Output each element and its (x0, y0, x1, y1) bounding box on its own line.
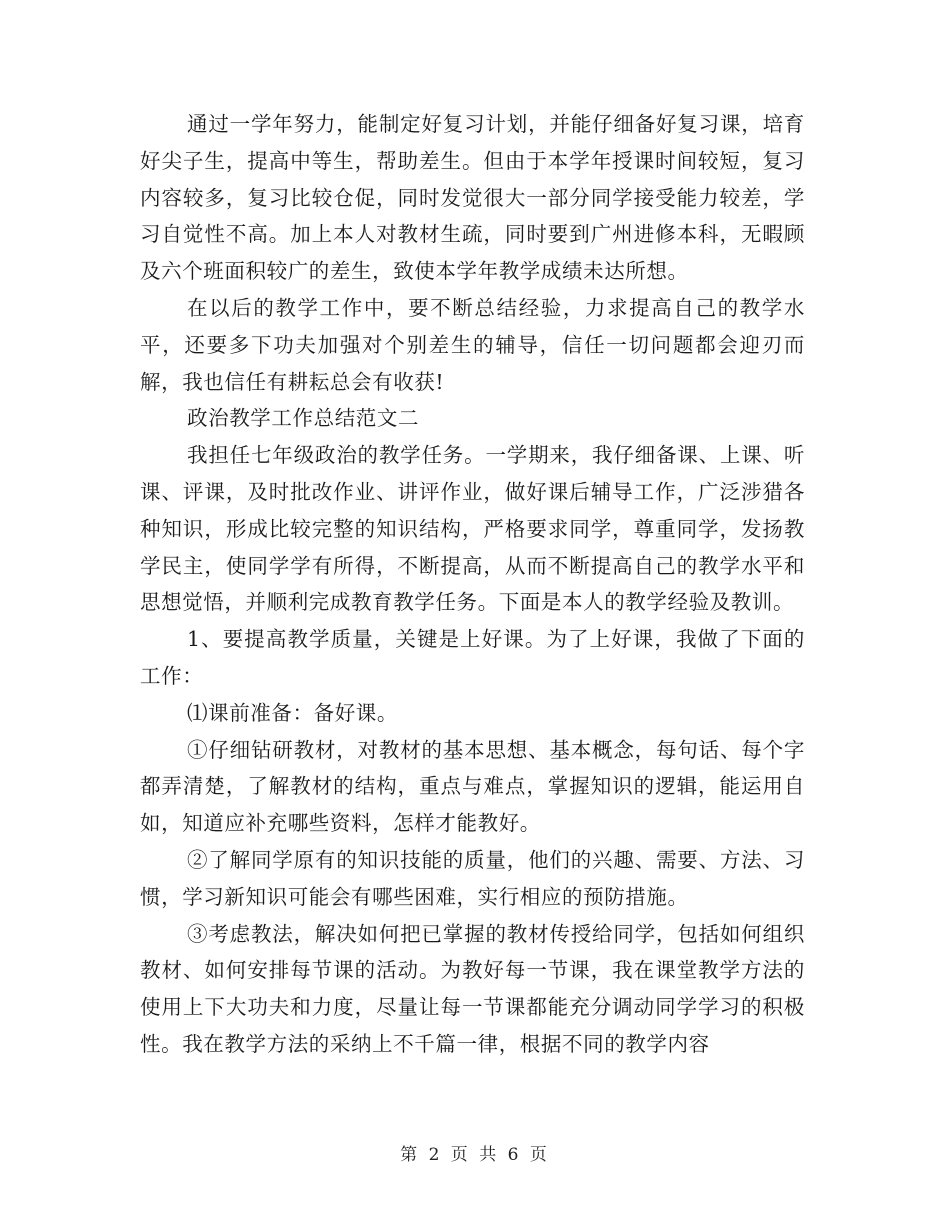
paragraph-7: ②了解同学原有的知识技能的质量，他们的兴趣、需要、方法、习惯，学习新知识可能会有哪些困难，实行相应的预防措施。 (140, 847, 805, 909)
paragraph-8: ③考虑教法，解决如何把已掌握的教材传授给同学，包括如何组织教材、如何安排每节课的活动。为教好每一节课，我在课堂教学方法的使用上下大功夫和力度，尽量让每一节课都能充分调动同学学习的积极性。我在教学方法的采纳上不千篇一律，根据不同的教学内容 (140, 921, 805, 1056)
paragraph-3: 我担任七年级政治的教学任务。一学期来，我仔细备课、上课、听课、评课，及时批改作业、讲评作业，做好课后辅导工作，广泛涉猎各种知识，形成比较完整的知识结构，严格要求同学，尊重同学，发扬教学民主，使同学学有所得，不断提高，从而不断提高自己的教学水平和思想觉悟，并顺利完成教育教学任务。下面是本人的教学经验及教训。 (140, 443, 805, 615)
paragraph-5: ⑴课前准备：备好课。 (187, 700, 398, 725)
section-heading: 政治教学工作总结范文二 (187, 406, 420, 431)
page-number-footer: 第 2 页 共 6 页 (400, 1145, 550, 1165)
paragraph-6: ①仔细钻研教材，对教材的基本思想、基本概念，每句话、每个字都弄清楚，了解教材的结构，重点与难点，掌握知识的逻辑，能运用自如，知道应补充哪些资料，怎样才能教好。 (140, 737, 805, 836)
paragraph-4: 1、要提高教学质量，关键是上好课。为了上好课，我做了下面的工作： (140, 627, 805, 688)
document-body (140, 106, 805, 1063)
paragraph-1: 通过一学年努力，能制定好复习计划，并能仔细备好复习课，培育好尖子生，提高中等生，帮助差生。但由于本学年授课时间较短，复习内容较多，复习比较仓促，同时发觉很大一部分同学接受能力较差，学习自觉性不高。加上本人对教材生疏，同时要到广州进修本科，无暇顾及六个班面积较广的差生，致使本学年教学成绩未达所想。 (140, 112, 805, 284)
paragraph-2: 在以后的教学工作中，要不断总结经验，力求提高自己的教学水平，还要多下功夫加强对个别差生的辅导，信任一切问题都会迎刃而解，我也信任有耕耘总会有收获! (140, 295, 805, 394)
